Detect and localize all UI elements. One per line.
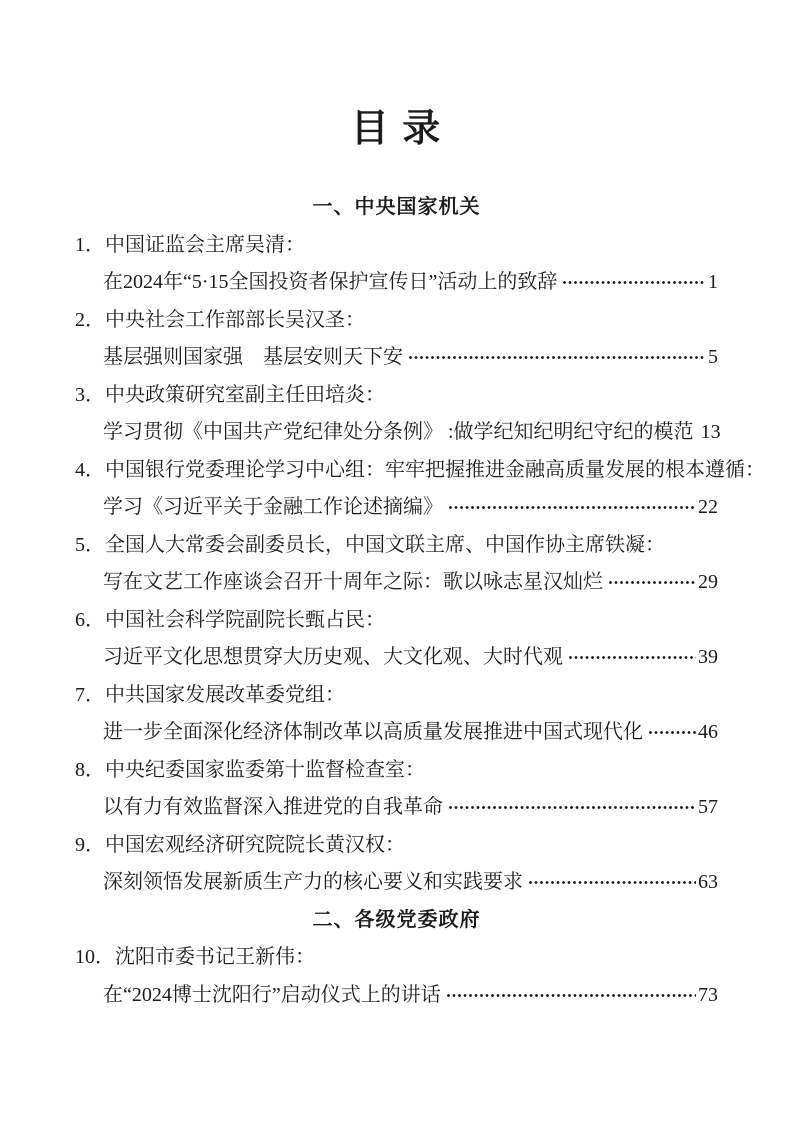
- dot-leader: [648, 730, 696, 735]
- entry-page-number: 73: [698, 983, 718, 1006]
- toc-entry-4: [75, 452, 765, 527]
- entry-subtitle-line: [75, 864, 718, 902]
- dot-leader: [448, 805, 696, 810]
- entry-number: 7．: [75, 683, 105, 706]
- dot-leader: [446, 993, 696, 998]
- entry-subtitle-line: [75, 264, 718, 302]
- entry-title: 中央社会工作部部长吴汉圣：: [105, 308, 365, 331]
- entry-number: 6．: [75, 608, 105, 631]
- toc-entry-8: [75, 752, 718, 827]
- entry-subtitle: 学习《习近平关于金融工作论述摘编》: [103, 496, 443, 518]
- entry-number: 4．: [75, 458, 105, 481]
- entry-title: 中共国家发展改革委党组：: [105, 683, 345, 706]
- entry-number: 9．: [75, 833, 105, 856]
- section-heading-party-committees: 二、各级党委政府: [312, 908, 481, 931]
- entry-page-number: 22: [698, 496, 718, 518]
- entry-title: 中国证监会主席吴清：: [105, 233, 305, 256]
- entry-title: 中国社会科学院副院长甄占民：: [105, 608, 385, 631]
- entry-number: 1．: [75, 233, 105, 256]
- entry-title-line: [75, 602, 718, 640]
- toc-entry-1: [75, 227, 718, 302]
- entry-subtitle-line: [75, 414, 721, 452]
- entry-subtitle: 以有力有效监督深入推进党的自我革命: [103, 796, 443, 818]
- entry-page-number: 5: [708, 346, 718, 368]
- section-heading-central-state-organs: 一、中央国家机关: [312, 196, 481, 218]
- entry-subtitle-line: [75, 489, 718, 527]
- toc-entry-6: [75, 602, 718, 677]
- entry-title: 中国银行党委理论学习中心组：牢牢把握推进金融高质量发展的根本遵循：: [105, 458, 765, 481]
- entry-number: 3．: [75, 383, 105, 406]
- toc-entry-7: [75, 677, 718, 752]
- entry-title-line: [75, 752, 718, 790]
- entry-subtitle-line: [75, 564, 718, 602]
- entry-page-number: 13: [700, 421, 721, 443]
- toc-entry-9: [75, 827, 718, 902]
- toc-entry-2: [75, 302, 718, 377]
- entry-title: 全国人大常委会副委员长，中国文联主席、中国作协主席铁凝：: [105, 533, 665, 556]
- entry-title: 中国宏观经济研究院院长黄汉权：: [105, 833, 405, 856]
- dot-leader: [562, 280, 706, 285]
- entry-page-number: 57: [698, 796, 718, 818]
- dot-leader: [568, 655, 696, 660]
- page-title: 目 录: [350, 108, 443, 150]
- entry-subtitle: 在2024年“5·15全国投资者保护宣传日”活动上的致辞: [103, 271, 558, 293]
- entry-title: 中央纪委国家监委第十监督检查室：: [105, 758, 425, 781]
- dot-leader: [448, 505, 696, 510]
- table-of-contents: [75, 189, 765, 1014]
- entry-number: 2．: [75, 308, 105, 331]
- dot-leader: [528, 880, 696, 885]
- entry-subtitle-line: [75, 714, 718, 752]
- entry-page-number: 63: [698, 871, 718, 893]
- entry-subtitle: 习近平文化思想贯穿大历史观、大文化观、大时代观: [103, 646, 563, 668]
- entry-title: 沈阳市委书记王新伟：: [115, 946, 315, 968]
- entry-page-number: 46: [698, 721, 718, 743]
- entry-title-line: [75, 302, 718, 340]
- toc-entry-5: [75, 527, 718, 602]
- entry-page-number: 29: [698, 571, 718, 593]
- entry-subtitle: 在“2024博士沈阳行”启动仪式上的讲话: [103, 983, 441, 1006]
- entry-number: 10．: [75, 946, 115, 968]
- entry-title-line: [75, 377, 718, 415]
- entry-title-line: [75, 527, 718, 565]
- entry-title: 中央政策研究室副主任田培炎：: [105, 383, 385, 406]
- entry-title-line: [75, 939, 718, 977]
- entry-subtitle-line: [75, 339, 718, 377]
- entry-title-line: [75, 227, 718, 265]
- entry-subtitle: 写在文艺工作座谈会召开十周年之际：歌以咏志星汉灿烂: [103, 571, 603, 593]
- entry-subtitle: 进一步全面深化经济体制改革以高质量发展推进中国式现代化: [103, 721, 643, 743]
- entry-title-line: [75, 677, 718, 715]
- entry-title-line: [75, 827, 718, 865]
- entry-subtitle-line: [75, 639, 718, 677]
- entry-number: 8．: [75, 758, 105, 781]
- entry-number: 5．: [75, 533, 105, 556]
- entry-title-line: [75, 452, 765, 490]
- entry-subtitle: 学习贯彻《中国共产党纪律处分条例》 :做学纪知纪明纪守纪的模范: [103, 421, 694, 443]
- entry-subtitle-line: [75, 789, 718, 827]
- entry-subtitle: 深刻领悟发展新质生产力的核心要义和实践要求: [103, 871, 523, 893]
- dot-leader: [408, 355, 706, 360]
- toc-entry-3: [75, 377, 721, 452]
- dot-leader: [608, 580, 696, 585]
- toc-entry-10: [75, 939, 718, 1014]
- entry-page-number: 39: [698, 646, 718, 668]
- entry-subtitle: 基层强则国家强 基层安则天下安: [103, 346, 403, 368]
- entry-subtitle-line: [75, 977, 718, 1015]
- entry-page-number: 1: [708, 271, 718, 293]
